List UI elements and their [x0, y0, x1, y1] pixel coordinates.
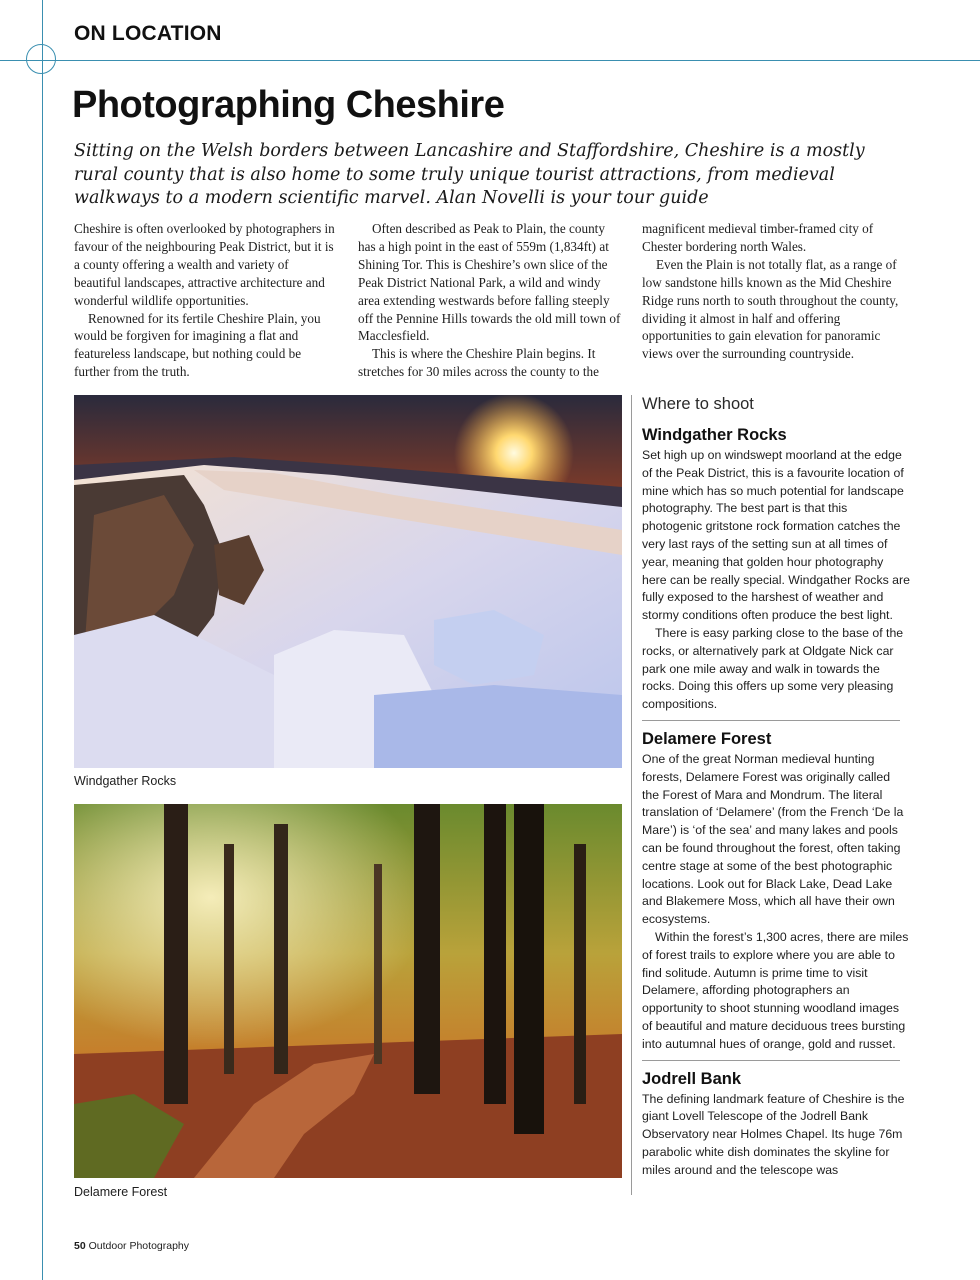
- location-paragraph: There is easy parking close to the base of the rocks, or alternatively park at Oldgate Nick car park one mile away and walk in towards the rocks. Doing this offers up some very pleasing compositions.: [642, 625, 904, 712]
- location-name: Jodrell Bank: [642, 1069, 742, 1088]
- body-paragraph: Renowned for its fertile Cheshire Plain, you would be forgiven for imagining a flat and featureless landscape, but nothing could be further from the truth.: [74, 310, 321, 380]
- section-label: ON LOCATION: [74, 22, 222, 45]
- location-entry: [642, 730, 910, 1054]
- body-column-1: [74, 220, 338, 381]
- photo-windgather-rocks: [74, 395, 622, 768]
- body-paragraph: Often described as Peak to Plain, the county has a high point in the east of 559m (1,834ft) at Shining Tor. This is Cheshire’s own slice of the Peak District National Park, a wild and windy area extending westwards before falling steeply off the Pennine Hills towards the old mill town of Macclesfield.: [358, 221, 621, 344]
- sidebar-divider: [631, 395, 632, 1195]
- body-paragraph: Cheshire is often overlooked by photographers in favour of the neighbouring Peak District, but it is a county offering a wealth and variety of beautiful landscapes, attractive architecture and wonderful wildlife opportunities.: [74, 221, 335, 308]
- location-divider: [642, 1060, 900, 1061]
- photo-delamere-forest: [74, 804, 622, 1178]
- location-entry: [642, 1070, 910, 1180]
- standfirst-text: Sitting on the Welsh borders between Lancashire and Staffordshire, Cheshire is a mostly rural county that is also home to some truly unique tourist attractions, from medieval walkways to a modern scientific marvel.: [74, 141, 865, 208]
- body-paragraph: This is where the Cheshire Plain begins. It stretches for 30 miles across the county to the: [358, 346, 599, 380]
- photo-caption: Delamere Forest: [74, 1185, 168, 1199]
- sidebar-heading: Where to shoot: [642, 395, 754, 413]
- location-paragraph: The defining landmark feature of Cheshire is the giant Lovell Telescope of the Jodrell Bank Observatory near Holmes Chapel. Its huge 76m parabolic white dish dominates the skyline for miles around and the telescope was: [642, 1091, 905, 1177]
- location-entry: [642, 426, 910, 714]
- location-paragraph: One of the great Norman medieval hunting forests, Delamere Forest was originally called the Forest of Mara and Mondrum. The literal translation of ‘Delamere’ (from the French ‘De la Mare’) is ‘of the sea’ and many lakes and pools can be found throughout the forest, often taking centre stage at some of the best photographic locations. Look out for Black Lake, Dead Lake and Blakemere Moss, which all have their own ecosystems.: [642, 751, 904, 927]
- body-paragraph: magnificent medieval timber-framed city of Chester bordering north Wales.: [642, 221, 874, 254]
- standfirst: [74, 140, 914, 211]
- body-paragraph: Even the Plain is not totally flat, as a range of low sandstone hills known as the Mid Cheshire Ridge runs north to south throughout the county, dividing it almost in half and offering opportunities to gain elevation for panoramic views over the surrounding countryside.: [642, 256, 899, 362]
- page-footer: [74, 1240, 189, 1252]
- location-paragraph: Set high up on windswept moorland at the edge of the Peak District, this is a favourite location of mine which has so much potential for landscape photography. The best part is that this photogenic gritstone rock formation catches the very last rays of the setting sun at all times of year, meaning that golden hour photography here can be really special. Windgather Rocks are fully exposed to the harshest of weather and stormy conditions often produce the best light.: [642, 448, 910, 623]
- location-divider: [642, 720, 900, 721]
- byline: Alan Novelli: [436, 188, 545, 208]
- photo-caption: Windgather Rocks: [74, 774, 177, 788]
- location-name: Windgather Rocks: [642, 426, 787, 444]
- body-column-3: [642, 220, 912, 363]
- margin-guide-vertical: [42, 0, 43, 1280]
- byline-suffix: is your tour guide: [550, 188, 709, 208]
- article-title: Photographing Cheshire: [72, 84, 505, 126]
- crosshair-icon: [26, 44, 56, 74]
- page-number: 50: [74, 1240, 86, 1252]
- location-paragraph: Within the forest’s 1,300 acres, there are miles of forest trails to explore where you are able to find solitude. Autumn is prime time to visit Delamere, affording photographers an opportunity to shoot stunning woodland images of beautiful and mature deciduous trees bursting into autumnal hues of orange, gold and russet.: [642, 929, 909, 1051]
- magazine-name: Outdoor Photography: [88, 1240, 190, 1252]
- body-column-2: [358, 220, 622, 381]
- location-name: Delamere Forest: [642, 729, 772, 748]
- margin-guide-horizontal: [0, 60, 980, 61]
- where-to-shoot-sidebar: [642, 395, 910, 1179]
